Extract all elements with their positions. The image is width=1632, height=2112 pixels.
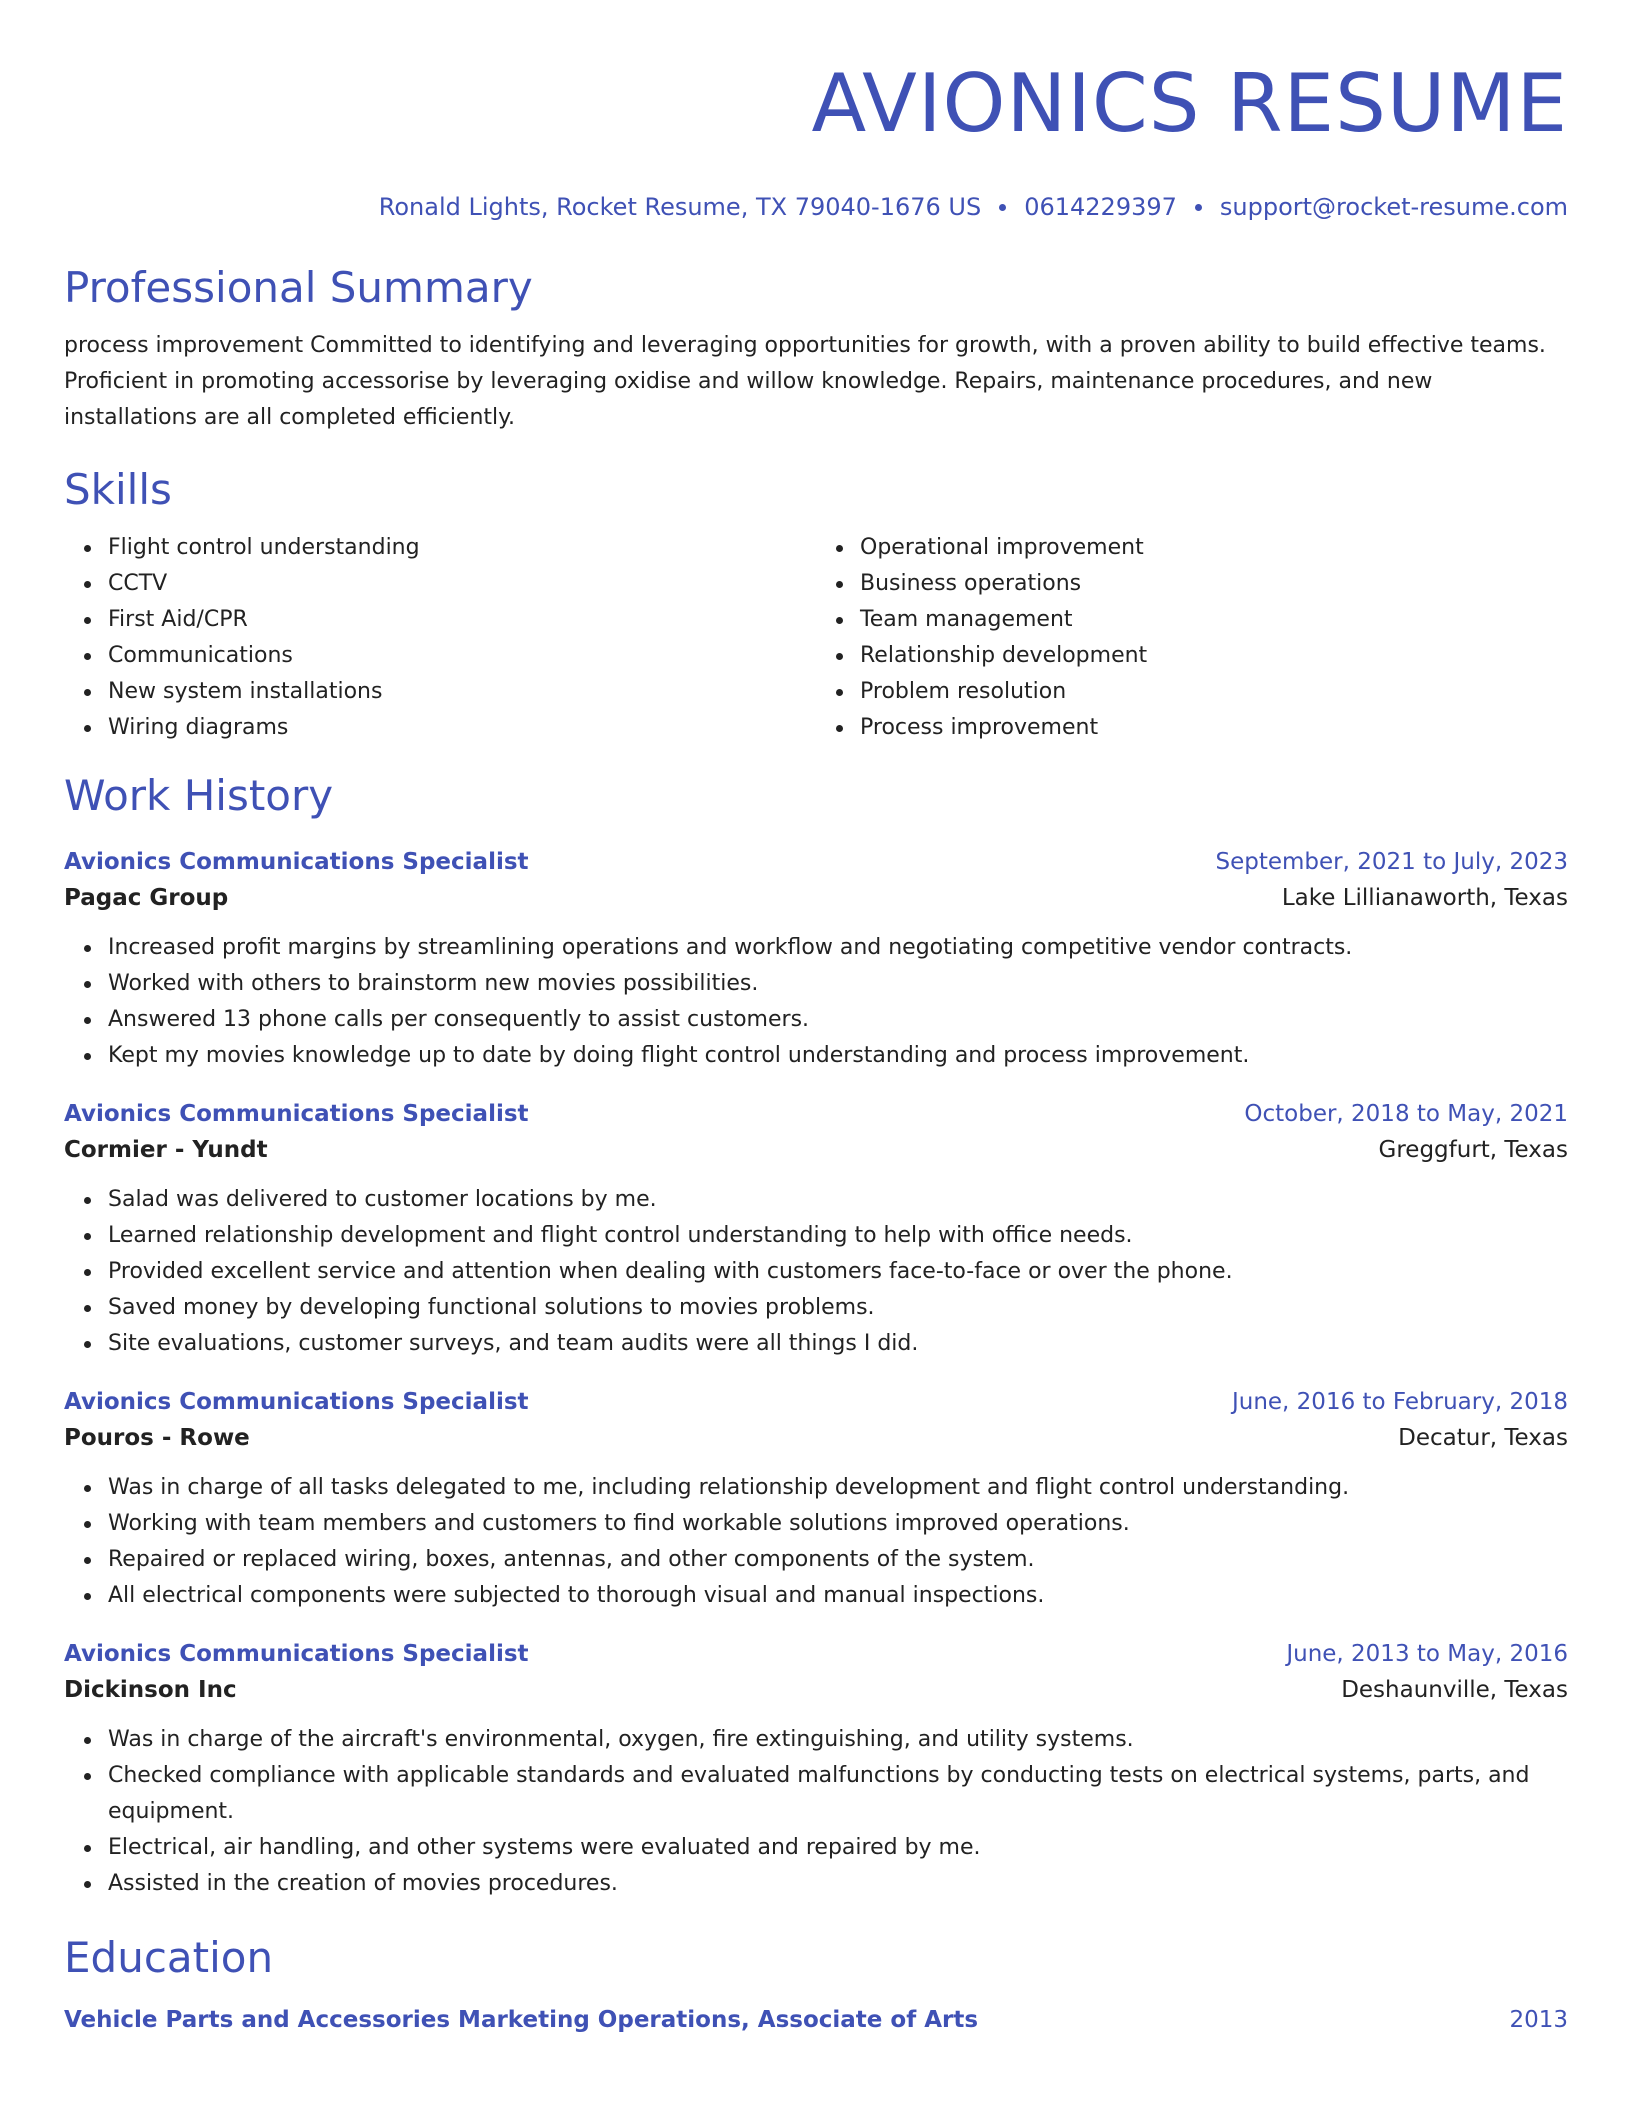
education-degree: Vehicle Parts and Accessories Marketing Operations, Associate of Arts <box>64 2007 979 2033</box>
job-entry <box>64 1096 1568 1362</box>
contact-phone: 0614229397 <box>1024 193 1177 221</box>
job-dates: June, 2013 to May, 2016 <box>1286 1641 1568 1667</box>
job-company: Cormier - Yundt <box>64 1137 268 1163</box>
job-title-row <box>64 1096 1568 1132</box>
job-company: Dickinson Inc <box>64 1677 237 1703</box>
job-bullet: Worked with others to brainstorm new movies possibilities. <box>108 966 1568 1002</box>
job-bullet: Learned relationship development and flight control understanding to help with office needs. <box>108 1218 1568 1254</box>
work-history-heading: Work History <box>64 771 334 820</box>
job-bullet: Increased profit margins by streamlining operations and workflow and negotiating competitive vendor contracts. <box>108 930 1568 966</box>
summary-heading: Professional Summary <box>64 263 533 312</box>
skill-item: Relationship development <box>860 638 1568 674</box>
contact-separator <box>999 204 1006 211</box>
job-title: Avionics Communications Specialist <box>64 1389 529 1415</box>
job-entry <box>64 844 1568 1074</box>
job-dates: June, 2016 to February, 2018 <box>1231 1389 1568 1415</box>
skills-list-right <box>816 530 1568 746</box>
education-row <box>64 2002 1568 2038</box>
skill-item: Communications <box>108 638 816 674</box>
education-year: 2013 <box>1509 2007 1568 2033</box>
job-title: Avionics Communications Specialist <box>64 1101 529 1127</box>
job-bullet: Salad was delivered to customer locations by me. <box>108 1182 1568 1218</box>
job-bullet: Electrical, air handling, and other systems were evaluated and repaired by me. <box>108 1830 1568 1866</box>
job-bullet: Site evaluations, customer surveys, and team audits were all things I did. <box>108 1326 1568 1362</box>
job-company-row <box>64 1420 1568 1456</box>
education-heading: Education <box>64 1933 274 1982</box>
resume-title: AVIONICS RESUME <box>811 57 1568 150</box>
job-bullet: Was in charge of the aircraft's environmental, oxygen, fire extinguishing, and utility systems. <box>108 1722 1568 1758</box>
skill-item: Team management <box>860 602 1568 638</box>
job-location: Greggfurt, Texas <box>1378 1137 1568 1163</box>
skill-item: Business operations <box>860 566 1568 602</box>
skill-item: CCTV <box>108 566 816 602</box>
job-company-row <box>64 880 1568 916</box>
job-title-row <box>64 1636 1568 1672</box>
skill-item: Operational improvement <box>860 530 1568 566</box>
job-entry <box>64 1636 1568 1902</box>
job-bullet: Kept my movies knowledge up to date by doing flight control understanding and process improvement. <box>108 1038 1568 1074</box>
skills-list-left <box>64 530 816 746</box>
contact-separator <box>1195 204 1202 211</box>
job-company: Pouros - Rowe <box>64 1425 250 1451</box>
skill-item: Problem resolution <box>860 674 1568 710</box>
job-bullet: All electrical components were subjected to thorough visual and manual inspections. <box>108 1578 1568 1614</box>
job-title-row <box>64 1384 1568 1420</box>
contact-email: support@rocket-resume.com <box>1219 193 1568 221</box>
skill-item: New system installations <box>108 674 816 710</box>
contact-address: Ronald Lights, Rocket Resume, TX 79040-1676 US <box>378 193 982 221</box>
job-bullet: Checked compliance with applicable standards and evaluated malfunctions by conducting tests on electrical systems, parts, and equipment. <box>108 1758 1568 1830</box>
skill-item: Flight control understanding <box>108 530 816 566</box>
skills-heading: Skills <box>64 465 172 514</box>
job-bullet: Repaired or replaced wiring, boxes, antennas, and other components of the system. <box>108 1542 1568 1578</box>
contact-line <box>64 192 1568 222</box>
job-bullet: Saved money by developing functional solutions to movies problems. <box>108 1290 1568 1326</box>
job-title-row <box>64 844 1568 880</box>
job-title: Avionics Communications Specialist <box>64 849 529 875</box>
job-bullet: Answered 13 phone calls per consequently to assist customers. <box>108 1002 1568 1038</box>
skill-item: Wiring diagrams <box>108 710 816 746</box>
job-company: Pagac Group <box>64 885 229 911</box>
job-bullets <box>64 1182 1568 1362</box>
job-company-row <box>64 1672 1568 1708</box>
job-bullet: Provided excellent service and attention when dealing with customers face-to-face or over the phone. <box>108 1254 1568 1290</box>
job-entry <box>64 1384 1568 1614</box>
job-location: Deshaunville, Texas <box>1341 1677 1568 1703</box>
job-location: Lake Lillianaworth, Texas <box>1281 885 1568 911</box>
job-dates: September, 2021 to July, 2023 <box>1215 849 1568 875</box>
job-bullets <box>64 1722 1568 1902</box>
skill-item: First Aid/CPR <box>108 602 816 638</box>
job-bullet: Working with team members and customers to find workable solutions improved operations. <box>108 1506 1568 1542</box>
job-company-row <box>64 1132 1568 1168</box>
job-location: Decatur, Texas <box>1398 1425 1568 1451</box>
job-bullets <box>64 1470 1568 1614</box>
job-dates: October, 2018 to May, 2021 <box>1244 1101 1568 1127</box>
summary-text: process improvement Committed to identifying and leveraging opportunities for growth, with a proven ability to build effective teams. Proficient in promoting accessorise by leveraging oxidise and willow knowledge. Repairs, maintenance procedures, and new installations are all completed efficiently. <box>64 333 1546 430</box>
skill-item: Process improvement <box>860 710 1568 746</box>
skills-grid <box>64 530 1568 746</box>
job-bullet: Was in charge of all tasks delegated to me, including relationship development and flight control understanding. <box>108 1470 1568 1506</box>
job-bullet: Assisted in the creation of movies procedures. <box>108 1866 1568 1902</box>
job-bullets <box>64 930 1568 1074</box>
job-title: Avionics Communications Specialist <box>64 1641 529 1667</box>
